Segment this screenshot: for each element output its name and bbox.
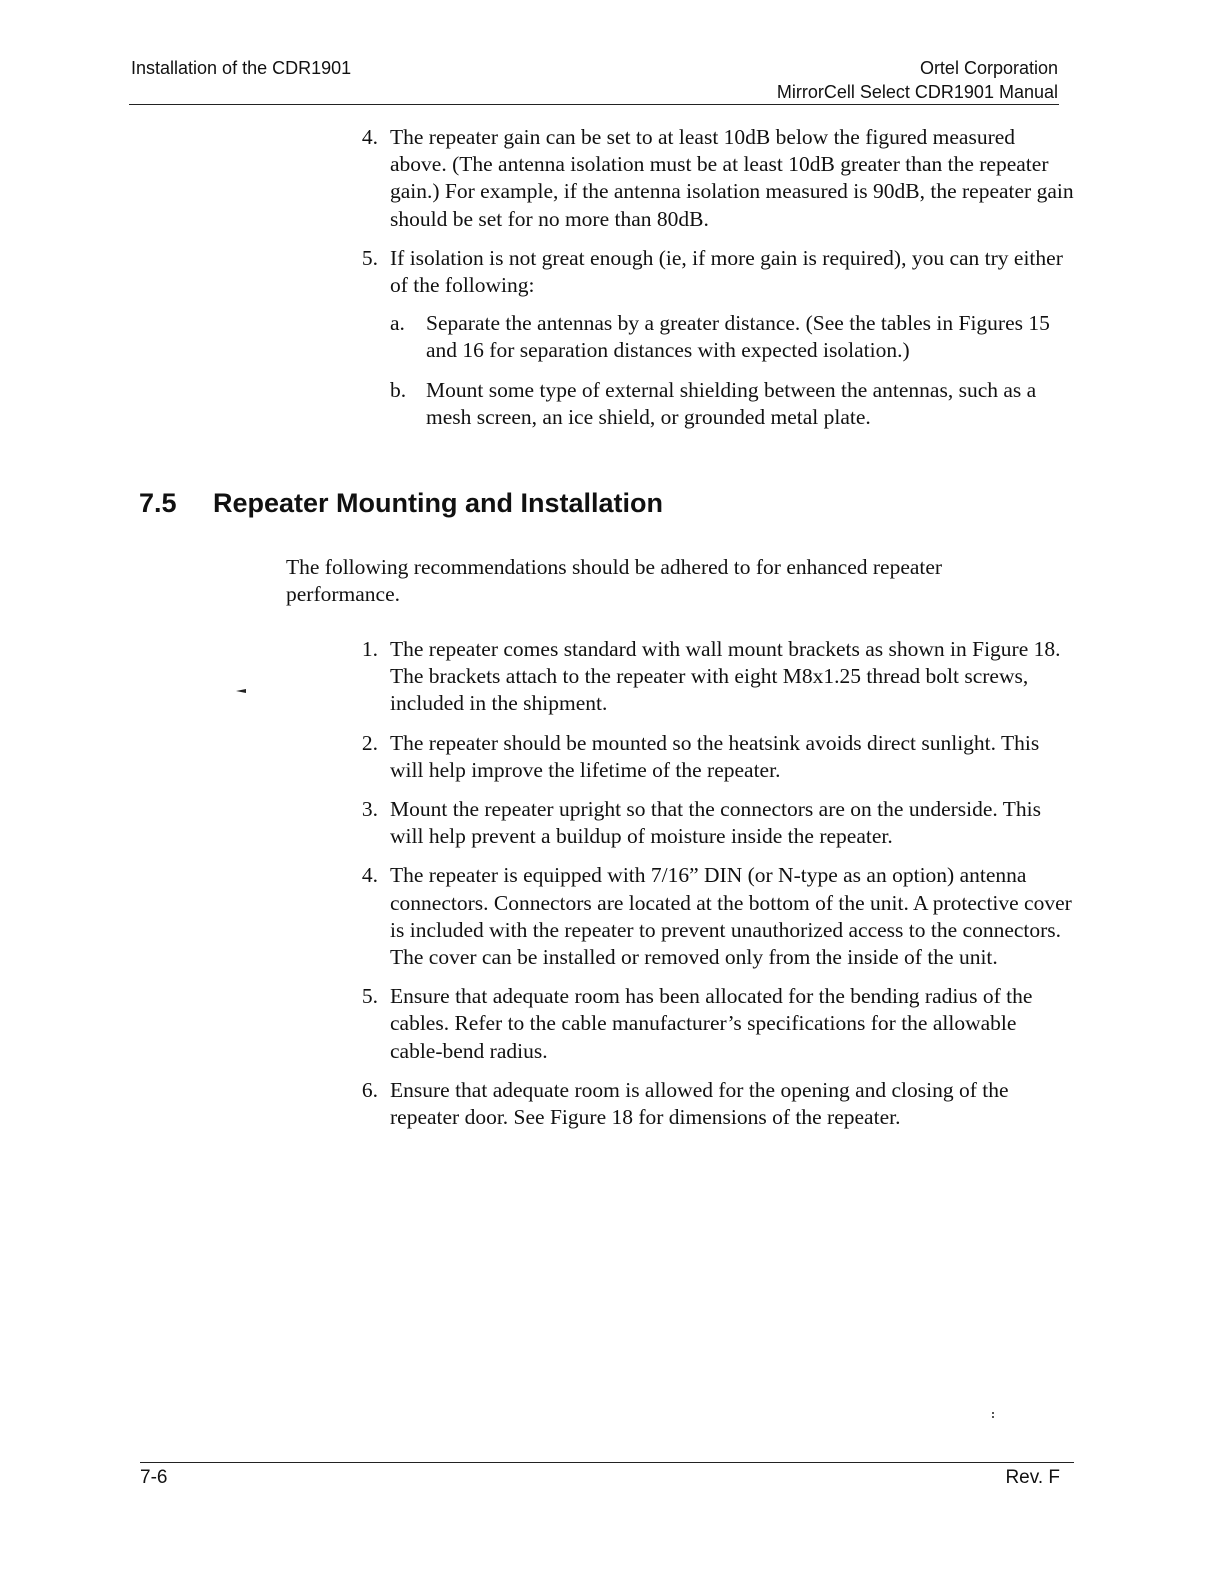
header-manual-title: MirrorCell Select CDR1901 Manual	[776, 82, 1058, 102]
sub-list-item	[390, 310, 1074, 364]
list-item-text: The repeater is equipped with 7/16” DIN (or N-type as an option) antenna connectors. Connectors are located at the bottom of the unit. A protective cover is included with the repeater to prevent unauthorized access to the connectors. The cover can be installed or removed only from the inside of the unit.	[390, 863, 1072, 970]
section-heading	[139, 486, 663, 520]
list-item-number: 6.	[361, 1077, 378, 1102]
header-rule	[129, 104, 1059, 105]
list-item-text: Ensure that adequate room is allowed for the opening and closing of the repeater door. See Figure 18 for dimensions of the repeater.	[390, 1077, 1009, 1130]
list-item-number: 3.	[361, 797, 378, 822]
list-item-number: 4.	[361, 863, 378, 888]
list-item	[354, 124, 1074, 233]
list-item	[354, 983, 1074, 1065]
header-right	[777, 56, 1058, 104]
page-number: 7-6	[140, 1467, 168, 1488]
header-chapter-title: Installation of the CDR1901	[131, 58, 352, 78]
list-item	[354, 636, 1074, 718]
section-title: Repeater Mounting and Installation	[213, 488, 664, 518]
sub-list-item	[390, 377, 1074, 431]
list-item	[354, 245, 1074, 431]
list-item-number: 4.	[361, 125, 378, 149]
list-item	[354, 730, 1074, 784]
continued-steps-list	[354, 124, 1074, 443]
sub-list-item-letter: b.	[390, 377, 407, 402]
list-item-number: 5.	[361, 245, 378, 270]
list-item-text: Ensure that adequate room has been allocated for the bending radius of the cables. Refer to the cable manufacturer’s specifications for the allowable cable-bend radius.	[390, 984, 1033, 1063]
section-number: 7.5	[139, 488, 177, 518]
list-item-text: Mount the repeater upright so that the connectors are on the underside. This will help prevent a buildup of moisture inside the repeater.	[390, 797, 1041, 849]
sub-list-item-text: Separate the antennas by a greater distance. (See the tables in Figures 15 and 16 for separation distances with expected isolation.)	[426, 311, 1050, 363]
list-item	[354, 1077, 1074, 1131]
sub-list-item-text: Mount some type of external shielding between the antennas, such as a mesh screen, an ice shield, or grounded metal plate.	[426, 377, 1037, 429]
mounting-recommendations-list	[354, 636, 1074, 1143]
scan-speck-mark-icon	[992, 1412, 994, 1418]
list-item-number: 5.	[361, 984, 378, 1009]
list-item	[354, 796, 1074, 850]
list-item-number: 2.	[361, 730, 378, 755]
revision-label: Rev. F	[1005, 1467, 1060, 1488]
list-item-text: The repeater comes standard with wall mount brackets as shown in Figure 18. The brackets attach to the repeater with eight M8x1.25 thread bolt screws, included in the shipment.	[390, 637, 1061, 716]
header-company: Ortel Corporation	[919, 58, 1058, 78]
list-item-text: If isolation is not great enough (ie, if more gain is required), you can try either of the following:	[390, 245, 1063, 298]
list-item-number: 1.	[361, 637, 378, 661]
list-item-text: The repeater gain can be set to at least 10dB below the figured measured above. (The antenna isolation must be at least 10dB greater than the repeater gain.) For example, if the antenna isolation measured is 90dB, the repeater gain should be set for no more than 80dB.	[390, 125, 1074, 231]
scan-arrow-mark-icon	[236, 689, 246, 693]
list-item	[354, 862, 1074, 971]
isolation-options-list	[390, 310, 1074, 431]
section-intro-paragraph: The following recommendations should be adhered to for enhanced repeater performance.	[286, 555, 943, 607]
footer-rule	[140, 1462, 1074, 1463]
sub-list-item-letter: a.	[390, 311, 405, 336]
list-item-text: The repeater should be mounted so the heatsink avoids direct sunlight. This will help improve the lifetime of the repeater.	[390, 730, 1040, 782]
